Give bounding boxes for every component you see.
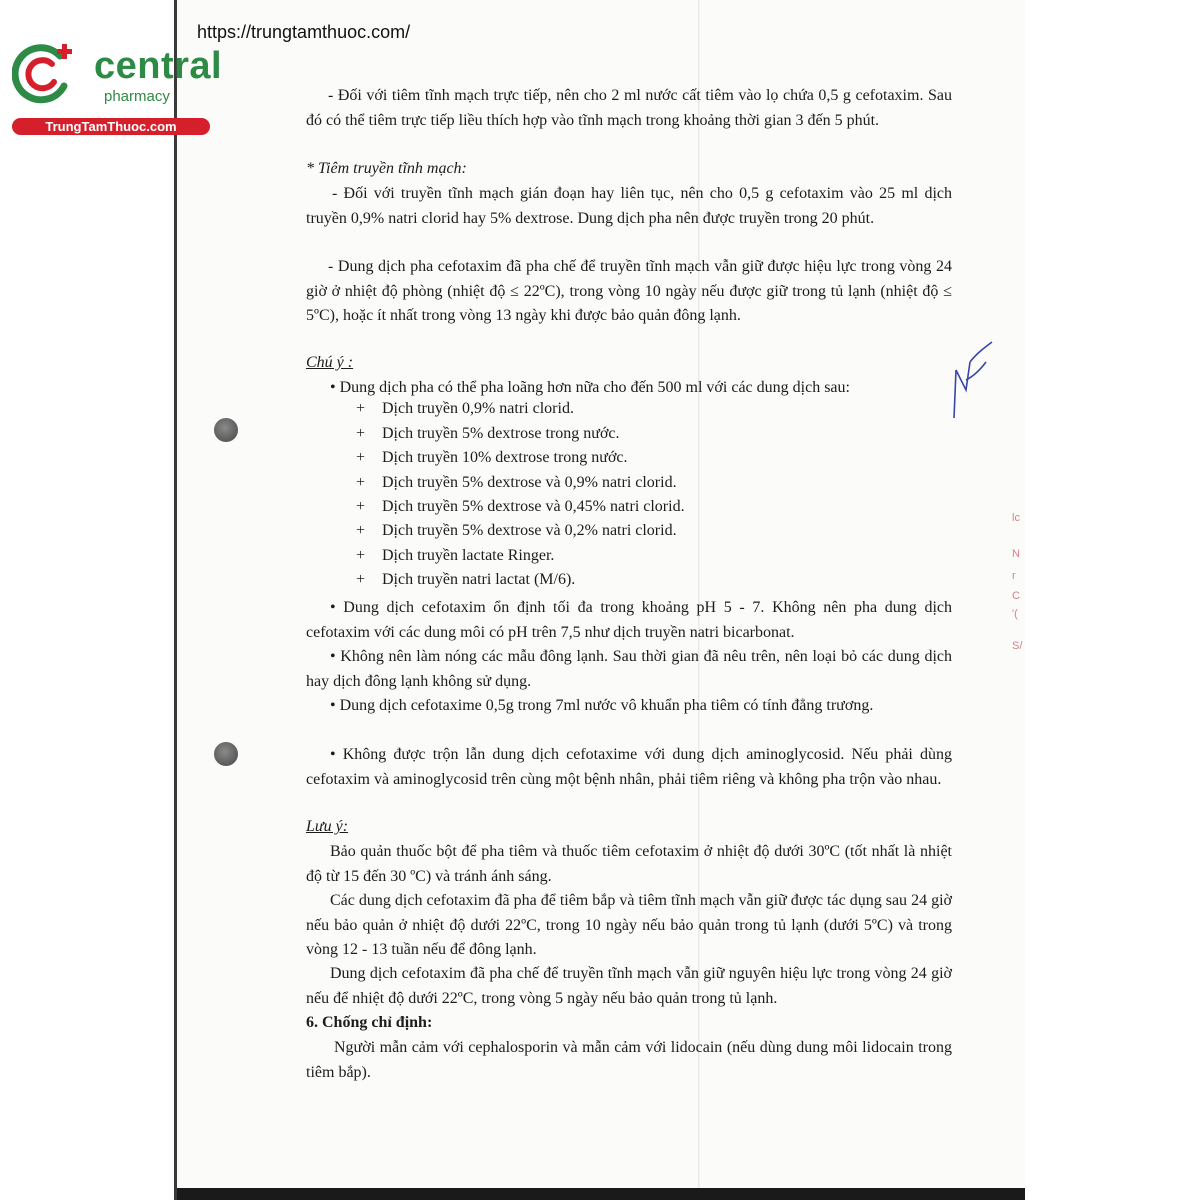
- list-item: Dịch truyền 5% dextrose và 0,45% natri clorid.: [382, 498, 685, 515]
- brand-subtitle: pharmacy: [104, 88, 170, 105]
- list-item: Dịch truyền 5% dextrose trong nước.: [382, 425, 620, 442]
- list-item: Dịch truyền 5% dextrose và 0,9% natri clorid.: [382, 474, 677, 491]
- list-item: Dịch truyền lactate Ringer.: [382, 547, 555, 564]
- paragraph-stability: - Dung dịch pha cefotaxim đã pha chế để truyền tĩnh mạch vẫn giữ được hiệu lực trong vòng 24 giờ ở nhiệt độ phòng (nhiệt độ ≤ 22ºC), trong vòng 10 ngày nếu được giữ trong tủ lạnh (nhiệt độ ≤ 5ºC), hoặc ít nhất trong vòng 13 ngày khi được bảo quản đông lạnh.: [306, 258, 952, 324]
- list-item: Dịch truyền 5% dextrose và 0,2% natri clorid.: [382, 522, 677, 539]
- bullet-isotonic: • Dung dịch cefotaxime 0,5g trong 7ml nước vô khuẩn pha tiêm có tính đẳng trương.: [330, 697, 874, 714]
- site-badge: TrungTamThuoc.com: [12, 118, 210, 135]
- scan-bottom-edge: [177, 1188, 1025, 1200]
- plus-marker: +: [356, 522, 366, 539]
- plus-marker: +: [356, 425, 366, 442]
- bullet-aminoglycoside: • Không được trộn lẫn dung dịch cefotaxime với dung dịch aminoglycosid. Nếu phải dùng cefotaxim và aminoglycosid trên cùng một bệnh nhân, phải tiêm riêng và không pha trộn vào nhau.: [306, 746, 952, 788]
- paragraph-contraindications: Người mẫn cảm với cephalosporin và mẫn cảm với lidocain (nếu dùng dung môi lidocain trong tiêm bắp).: [306, 1039, 952, 1081]
- bullet-frozen: • Không nên làm nóng các mẫu đông lạnh. Sau thời gian đã nêu trên, nên loại bỏ các dung dịch hay dịch đông lạnh không sử dụng.: [306, 648, 952, 690]
- list-item: Dịch truyền 10% dextrose trong nước.: [382, 449, 628, 466]
- plus-marker: +: [356, 571, 366, 588]
- heading-chu-y: Chú ý :: [306, 354, 354, 371]
- heading-iv-infusion: * Tiêm truyền tĩnh mạch:: [306, 160, 467, 177]
- plus-marker: +: [356, 547, 366, 564]
- heading-contraindications: 6. Chống chỉ định:: [306, 1014, 433, 1031]
- site-url: https://trungtamthuoc.com/: [197, 22, 411, 42]
- paragraph-storage: Bảo quản thuốc bột để pha tiêm và thuốc tiêm cefotaxim ở nhiệt độ dưới 30ºC (tốt nhất là nhiệt độ từ 15 đến 30 ºC) và tránh ánh sáng.: [306, 843, 952, 885]
- paragraph-iv-infusion: - Đối với truyền tĩnh mạch gián đoạn hay liên tục, nên cho 0,5 g cefotaxim vào 25 ml dịch truyền 0,9% natri clorid hay 5% dextrose. Dung dịch pha nên được truyền trong 20 phút.: [306, 185, 952, 227]
- paragraph-infusion-stability: Dung dịch cefotaxim đã pha chế để truyền tĩnh mạch vẫn giữ nguyên hiệu lực trong vòng 24 giờ nếu để nhiệt độ dưới 22ºC, trong vòng 5 ngày nếu bảo quản trong tủ lạnh.: [306, 965, 952, 1007]
- plus-marker: +: [356, 400, 366, 417]
- plus-marker: +: [356, 498, 366, 515]
- paragraph-reconstituted: Các dung dịch cefotaxim đã pha để tiêm bắp và tiêm tĩnh mạch vẫn giữ được tác dụng sau 24 giờ nếu bảo quản ở nhiệt độ dưới 22ºC, trong 10 ngày nếu bảo quản trong tủ lạnh (dưới 5ºC) và trong vòng 12 - 13 tuần nếu để đông lạnh.: [306, 892, 952, 958]
- logo-c-icon: [12, 42, 76, 106]
- plus-marker: +: [356, 474, 366, 491]
- list-item: Dịch truyền natri lactat (M/6).: [382, 571, 576, 588]
- brand-name: central: [94, 45, 223, 87]
- bullet-ph: • Dung dịch cefotaxim ổn định tối đa trong khoảng pH 5 - 7. Không nên pha dung dịch cefotaxim với các dung môi có pH trên 7,5 như dịch truyền natri bicarbonat.: [306, 599, 952, 641]
- list-item: Dịch truyền 0,9% natri clorid.: [382, 400, 574, 417]
- paragraph-iv-direct: - Đối với tiêm tĩnh mạch trực tiếp, nên cho 2 ml nước cất tiêm vào lọ chứa 0,5 g cefotaxim. Sau đó có thể tiêm trực tiếp liều thích hợp vào tĩnh mạch trong khoảng thời gian 3 đến 5 phút.: [306, 87, 952, 129]
- punch-hole: [214, 418, 238, 442]
- plus-marker: +: [356, 449, 366, 466]
- bullet-dilution: • Dung dịch pha có thể pha loãng hơn nữa cho đến 500 ml với các dung dịch sau:: [330, 379, 850, 396]
- heading-luu-y: Lưu ý:: [306, 818, 349, 835]
- handwritten-initials: [946, 340, 996, 420]
- punch-hole: [214, 742, 238, 766]
